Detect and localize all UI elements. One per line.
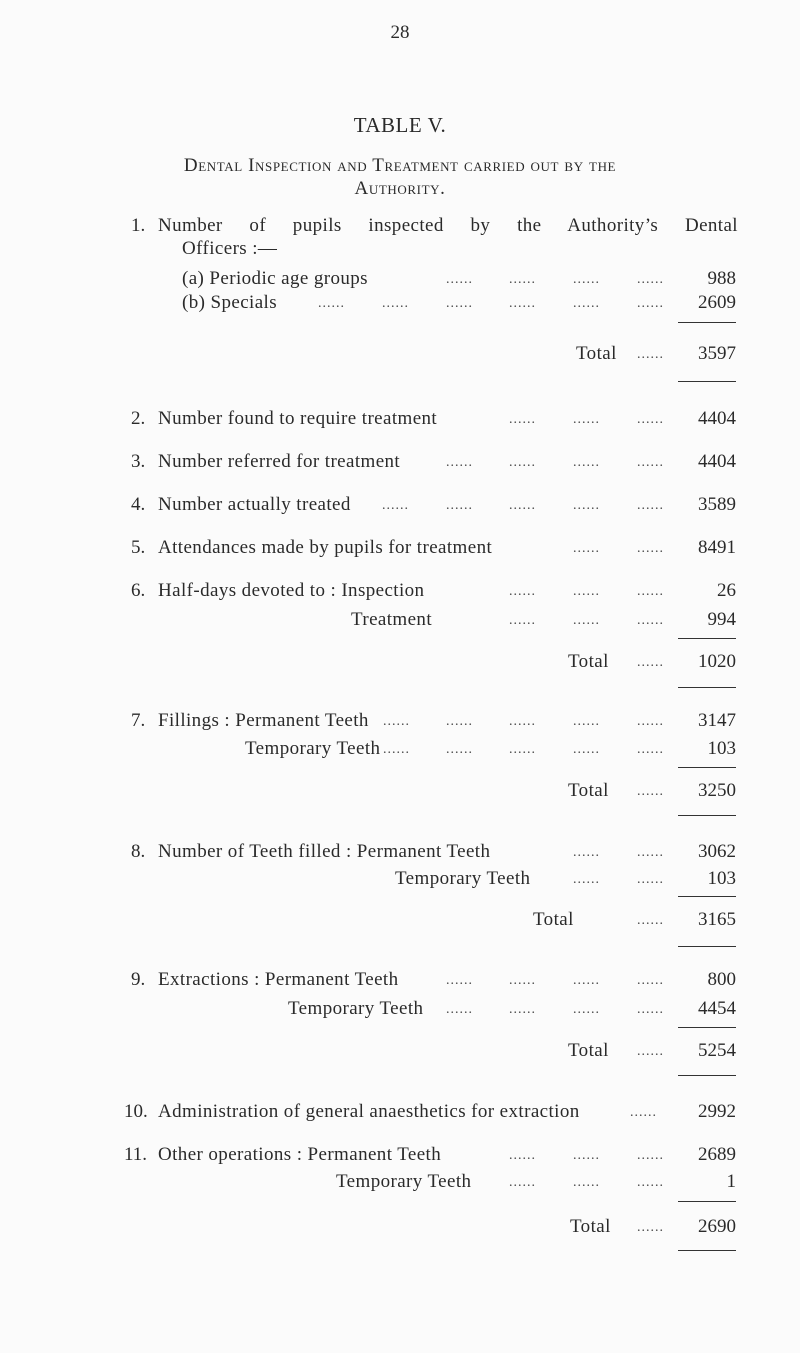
item-7-total-label: Total: [568, 780, 609, 801]
item-11-total-value: 2690: [698, 1216, 736, 1237]
leader-dots: ......: [637, 872, 664, 887]
item-2-value: 4404: [698, 408, 736, 429]
page-number: 28: [390, 22, 410, 43]
item-4-value: 3589: [698, 494, 736, 515]
item-9-value-2: 4454: [698, 998, 736, 1019]
item-3-number: 3.: [131, 451, 146, 472]
leader-dots: ......: [637, 742, 664, 757]
leader-dots: ......: [637, 498, 664, 513]
leader-dots: ......: [637, 714, 664, 729]
leader-dots: ......: [637, 973, 664, 988]
leader-dots: ......: [318, 296, 345, 311]
item-7-total-value: 3250: [698, 780, 736, 801]
item-8-value-2: 103: [707, 868, 736, 889]
leader-dots: ......: [509, 498, 536, 513]
item-11-value-2: 1: [726, 1171, 736, 1192]
leader-dots: ......: [637, 272, 664, 287]
item-2-number: 2.: [131, 408, 146, 429]
leader-dots: ......: [637, 784, 664, 799]
item-6-value-2: 994: [707, 609, 736, 630]
leader-dots: ......: [446, 272, 473, 287]
leader-dots: ......: [573, 714, 600, 729]
item-1-label-continued: Officers :—: [182, 238, 278, 259]
item-6-number: 6.: [131, 580, 146, 601]
item-9-label-2: Temporary Teeth: [288, 998, 424, 1019]
leader-dots: ......: [637, 347, 664, 362]
item-1-total-label: Total: [576, 343, 617, 364]
item-4-number: 4.: [131, 494, 146, 515]
leader-dots: ......: [573, 845, 600, 860]
item-8-label-2: Temporary Teeth: [395, 868, 531, 889]
leader-dots: ......: [637, 845, 664, 860]
leader-dots: ......: [383, 742, 410, 757]
leader-dots: ......: [446, 714, 473, 729]
item-6-value: 26: [717, 580, 736, 601]
item-1-number: 1.: [131, 215, 146, 236]
item-11-label: Other operations : Permanent Teeth: [158, 1144, 442, 1165]
leader-dots: ......: [637, 1044, 664, 1059]
leader-dots: ......: [637, 913, 664, 928]
leader-dots: ......: [573, 1175, 600, 1190]
item-7-value-2: 103: [707, 738, 736, 759]
rule: [678, 767, 736, 768]
leader-dots: ......: [637, 296, 664, 311]
item-11-value: 2689: [698, 1144, 736, 1165]
leader-dots: ......: [573, 498, 600, 513]
item-6-label-2: Treatment: [351, 609, 433, 630]
rule: [678, 1201, 736, 1202]
rule: [678, 815, 736, 816]
item-8-value: 3062: [698, 841, 736, 862]
item-5-label: Attendances made by pupils for treatment: [158, 537, 493, 558]
leader-dots: ......: [509, 613, 536, 628]
item-9-value: 800: [707, 969, 736, 990]
leader-dots: ......: [573, 613, 600, 628]
leader-dots: ......: [446, 455, 473, 470]
item-9-label: Extractions : Permanent Teeth: [158, 969, 399, 990]
leader-dots: ......: [573, 541, 600, 556]
leader-dots: ......: [573, 584, 600, 599]
leader-dots: ......: [446, 973, 473, 988]
leader-dots: ......: [637, 655, 664, 670]
leader-dots: ......: [446, 296, 473, 311]
rule: [678, 1027, 736, 1028]
leader-dots: ......: [637, 1175, 664, 1190]
item-1a-value: 988: [707, 268, 736, 289]
leader-dots: ......: [573, 272, 600, 287]
item-10-number: 10.: [124, 1101, 148, 1122]
item-8-total-label: Total: [533, 909, 574, 930]
leader-dots: ......: [637, 1220, 664, 1235]
leader-dots: ......: [382, 498, 409, 513]
rule: [678, 638, 736, 639]
leader-dots: ......: [509, 296, 536, 311]
leader-dots: ......: [637, 412, 664, 427]
item-5-value: 8491: [698, 537, 736, 558]
leader-dots: ......: [630, 1105, 657, 1120]
rule: [678, 322, 736, 323]
item-1b-label: (b) Specials: [182, 292, 278, 313]
leader-dots: ......: [573, 296, 600, 311]
leader-dots: ......: [573, 1148, 600, 1163]
leader-dots: ......: [637, 541, 664, 556]
leader-dots: ......: [509, 742, 536, 757]
item-9-total-value: 5254: [698, 1040, 736, 1061]
leader-dots: ......: [509, 584, 536, 599]
leader-dots: ......: [573, 412, 600, 427]
leader-dots: ......: [382, 296, 409, 311]
leader-dots: ......: [446, 1002, 473, 1017]
rule: [678, 1075, 736, 1076]
item-2-label: Number found to require treatment: [158, 408, 438, 429]
leader-dots: ......: [637, 1002, 664, 1017]
leader-dots: ......: [509, 1148, 536, 1163]
item-5-number: 5.: [131, 537, 146, 558]
item-6-total-label: Total: [568, 651, 609, 672]
item-1a-label: (a) Periodic age groups: [182, 268, 368, 289]
leader-dots: ......: [509, 272, 536, 287]
item-7-number: 7.: [131, 710, 146, 731]
item-7-label-2: Temporary Teeth: [245, 738, 381, 759]
rule: [678, 1250, 736, 1251]
leader-dots: ......: [446, 742, 473, 757]
leader-dots: ......: [509, 714, 536, 729]
item-3-value: 4404: [698, 451, 736, 472]
leader-dots: ......: [509, 973, 536, 988]
leader-dots: ......: [573, 973, 600, 988]
leader-dots: ......: [446, 498, 473, 513]
table-title: TABLE V.: [353, 113, 447, 137]
item-8-label: Number of Teeth filled : Permanent Teeth: [158, 841, 491, 862]
leader-dots: ......: [573, 872, 600, 887]
item-11-label-2: Temporary Teeth: [336, 1171, 472, 1192]
leader-dots: ......: [383, 714, 410, 729]
item-7-value: 3147: [698, 710, 736, 731]
leader-dots: ......: [573, 455, 600, 470]
leader-dots: ......: [509, 412, 536, 427]
item-8-number: 8.: [131, 841, 146, 862]
leader-dots: ......: [637, 1148, 664, 1163]
item-10-value: 2992: [698, 1101, 736, 1122]
table-heading-line1: Dental Inspection and Treatment carried out by the: [183, 155, 617, 176]
leader-dots: ......: [509, 455, 536, 470]
item-6-total-value: 1020: [698, 651, 736, 672]
item-1-total-value: 3597: [698, 343, 736, 364]
item-1b-value: 2609: [698, 292, 736, 313]
item-7-label: Fillings : Permanent Teeth: [158, 710, 369, 731]
leader-dots: ......: [573, 742, 600, 757]
table-heading-line2: Authority.: [354, 178, 446, 199]
rule: [678, 687, 736, 688]
item-11-total-label: Total: [570, 1216, 611, 1237]
item-9-total-label: Total: [568, 1040, 609, 1061]
item-1-label: Number of pupils inspected by the Authority’s Dental: [158, 215, 738, 236]
rule: [678, 381, 736, 382]
item-10-label: Administration of general anaesthetics for extraction: [158, 1101, 580, 1122]
leader-dots: ......: [637, 613, 664, 628]
item-3-label: Number referred for treatment: [158, 451, 401, 472]
leader-dots: ......: [637, 455, 664, 470]
rule: [678, 896, 736, 897]
rule: [678, 946, 736, 947]
leader-dots: ......: [637, 584, 664, 599]
item-8-total-value: 3165: [698, 909, 736, 930]
item-6-label: Half-days devoted to : Inspection: [158, 580, 425, 601]
leader-dots: ......: [573, 1002, 600, 1017]
leader-dots: ......: [509, 1175, 536, 1190]
item-9-number: 9.: [131, 969, 146, 990]
item-11-number: 11.: [124, 1144, 148, 1165]
leader-dots: ......: [509, 1002, 536, 1017]
item-4-label: Number actually treated: [158, 494, 351, 515]
